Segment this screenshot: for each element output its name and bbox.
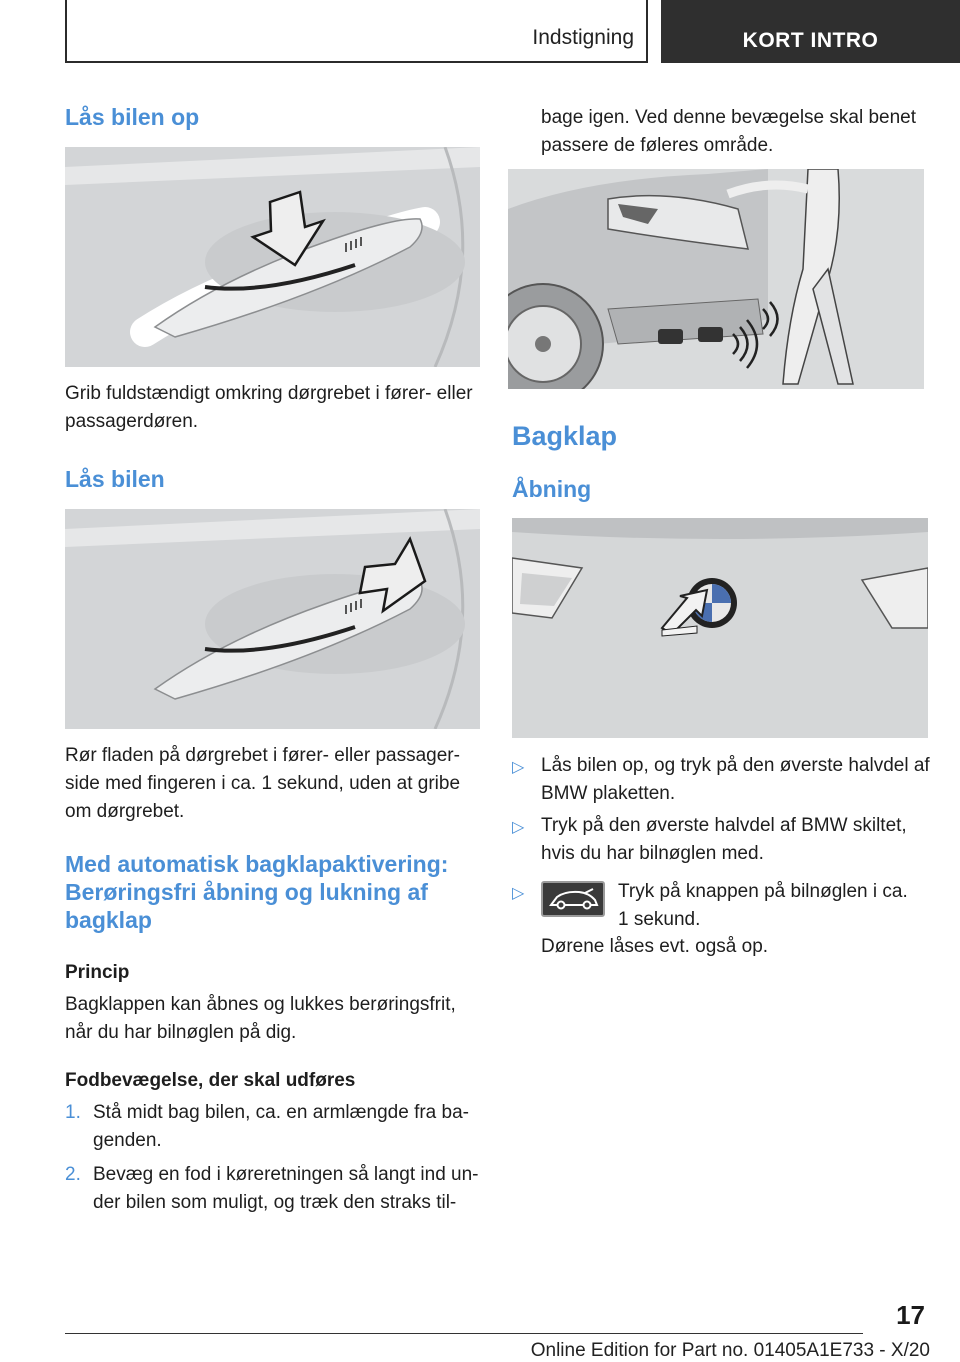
bullet-triangle-icon: ▷ [512,819,525,836]
heading-unlock: Lås bilen op [65,104,200,130]
heading-line: bagklap [65,907,152,933]
car-key-tailgate-button-icon [541,881,605,917]
bullet-triangle-icon: ▷ [512,759,525,776]
text-line: Bevæg en fod i køreretningen så langt ind un- [93,1164,479,1185]
text-line: Bagklappen kan åbnes og lukkes berøringsfrit, [65,994,456,1015]
paragraph-princip [65,991,456,1047]
text-line: om dørgrebet. [65,801,185,822]
footer-divider [65,1333,863,1334]
text-line: 1 sekund. [618,909,701,930]
text-line: Stå midt bag bilen, ca. en armlængde fra ba- [93,1102,469,1123]
text-line: når du har bilnøglen på dig. [65,1022,297,1043]
bmw-badge-tailgate-image [512,518,928,738]
text-line: hvis du har bilnøglen med. [541,843,764,864]
paragraph-note: Dørene låses evt. også op. [541,936,769,957]
text-line: Rør fladen på dørgrebet i fører- eller passager- [65,745,460,766]
door-handle-lock-image [65,509,480,729]
text-line: BMW plaketten. [541,783,676,804]
text-line: passagerdøren. [65,411,199,432]
heading-lock: Lås bilen [65,466,165,492]
foot-gesture-tailgate-image [508,169,924,389]
text-line: Tryk på den øverste halvdel af BMW skiltet, [541,815,907,836]
text-line: Grib fuldstændigt omkring dørgrebet i fører- eller [65,383,473,404]
list-item [512,812,932,870]
subheading-princip: Princip [65,962,130,983]
text-line: Tryk på knappen på bilnøglen i ca. [618,881,908,902]
heading-line: Med automatisk bagklapaktivering: [65,851,449,877]
subheading-foot-motion: Fodbevægelse, der skal udføres [65,1070,356,1091]
paragraph-lock [65,742,460,826]
list-item [65,1099,485,1157]
bullet-triangle-icon: ▷ [512,885,525,902]
header-section-title: Indstigning [532,26,634,49]
text-line: side med fingeren i ca. 1 sekund, uden at gribe [65,773,461,794]
text-line: der bilen som muligt, og træk den straks til- [93,1192,457,1213]
text-line: Lås bilen op, og tryk på den øverste halvdel af [541,755,930,776]
paragraph-unlock [65,380,473,436]
step-list [65,1099,485,1219]
list-item [512,752,932,810]
page-number: 17 [896,1300,925,1330]
edition-info: Online Edition for Part no. 01405A1E733 - X/20 [530,1340,930,1361]
step-number: 2. [65,1164,81,1185]
text-line: bage igen. Ved denne bevægelse skal benet [541,107,917,128]
heading-bagklap: Bagklap [512,421,618,451]
heading-line: Berøringsfri åbning og lukning af [65,879,428,905]
door-handle-unlock-image [65,147,480,367]
paragraph-continued [541,104,916,160]
text-line: passere de føleres område. [541,135,774,156]
step-number: 1. [65,1102,81,1123]
list-item [65,1161,485,1219]
heading-opening: Åbning [512,476,592,502]
heading-auto-tailgate [65,850,448,934]
text-line: genden. [93,1130,162,1151]
header-chapter-tab: KORT INTRO [661,0,960,63]
